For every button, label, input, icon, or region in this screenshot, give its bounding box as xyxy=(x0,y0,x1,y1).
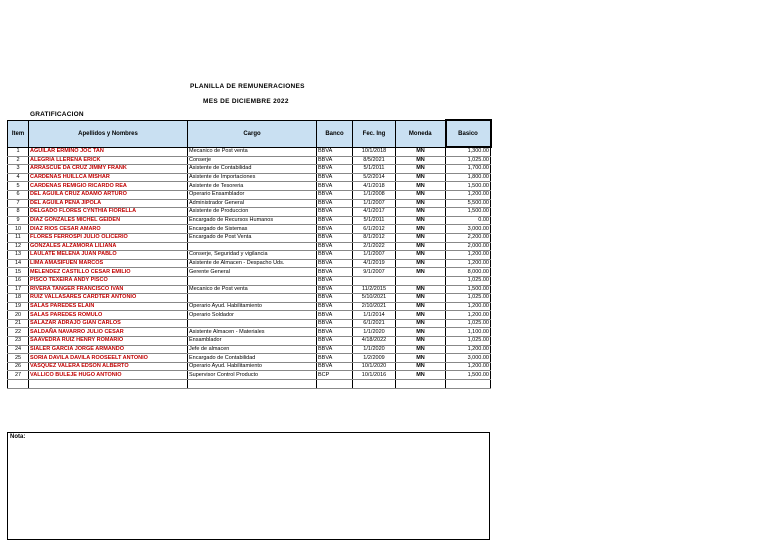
table-row xyxy=(8,225,491,234)
cell-cargo: Ensamblador xyxy=(188,337,317,346)
cell-moneda: MN xyxy=(396,285,446,294)
cell-moneda: MN xyxy=(396,328,446,337)
cell-basico: 1,200.00 xyxy=(446,251,491,260)
cell-item: 17 xyxy=(8,285,29,294)
table-body xyxy=(8,147,491,388)
cell-basico: 1,025.00 xyxy=(446,319,491,328)
cell-moneda: MN xyxy=(396,216,446,225)
cell-basico: 1,200.00 xyxy=(446,345,491,354)
cell-basico: 1,100.00 xyxy=(446,328,491,337)
cell-banco: BBVA xyxy=(317,251,353,260)
cell-banco: BBVA xyxy=(317,294,353,303)
cell-item: 25 xyxy=(8,354,29,363)
cell-moneda: MN xyxy=(396,319,446,328)
empty-cell xyxy=(353,380,396,389)
table-row xyxy=(8,147,491,156)
cell-cargo: Operario Ensamblador xyxy=(188,190,317,199)
cell-fecha: 4/18/2022 xyxy=(353,337,396,346)
cell-fecha: 4/1/2017 xyxy=(353,208,396,217)
cell-cargo: Operario Ayud. Habilitamiento xyxy=(188,362,317,371)
cell-item: 18 xyxy=(8,294,29,303)
cell-cargo: Asistente de Tesoreria xyxy=(188,182,317,191)
cell-fecha: 10/1/2016 xyxy=(353,371,396,380)
cell-name: CARDENAS HUILLCA MISHAR xyxy=(29,173,188,182)
cell-moneda xyxy=(396,276,446,285)
cell-cargo: Administrador General xyxy=(188,199,317,208)
cell-moneda: MN xyxy=(396,147,446,156)
cell-banco: BBVA xyxy=(317,182,353,191)
table-row xyxy=(8,233,491,242)
cell-item: 6 xyxy=(8,190,29,199)
page-title: PLANILLA DE REMUNERACIONES xyxy=(190,83,305,90)
cell-item: 22 xyxy=(8,328,29,337)
table-row xyxy=(8,268,491,277)
cell-basico: 1,700.00 xyxy=(446,165,491,174)
cell-item: 5 xyxy=(8,182,29,191)
cell-fecha: 6/1/2021 xyxy=(353,319,396,328)
empty-cell xyxy=(188,380,317,389)
table-row xyxy=(8,190,491,199)
col-header-name: Apellidos y Nombres xyxy=(29,120,188,147)
cell-cargo xyxy=(188,319,317,328)
cell-name: DELGADO FLORES CYNTHIA FIORELLA xyxy=(29,208,188,217)
cell-item: 13 xyxy=(8,251,29,260)
col-header-item: Item xyxy=(8,120,29,147)
cell-name: LAULATE MELENA JUAN PABLO xyxy=(29,251,188,260)
cell-name: SALDAÑA NAVARRO JULIO CESAR xyxy=(29,328,188,337)
empty-cell xyxy=(396,380,446,389)
cell-fecha: 8/5/2021 xyxy=(353,156,396,165)
cell-moneda: MN xyxy=(396,199,446,208)
cell-name: DIAZ RIOS CESAR AMARO xyxy=(29,225,188,234)
cell-basico: 5,500.00 xyxy=(446,199,491,208)
cell-fecha: 1/2/2009 xyxy=(353,354,396,363)
cell-cargo: Mecanico de Post venta xyxy=(188,147,317,156)
cell-name: LIMA AMASIFUEN MARCOS xyxy=(29,259,188,268)
cell-item: 1 xyxy=(8,147,29,156)
cell-banco: BBVA xyxy=(317,208,353,217)
cell-cargo xyxy=(188,276,317,285)
table-row xyxy=(8,294,491,303)
cell-name: PISCO TEXEIRA ANDY PISCO xyxy=(29,276,188,285)
cell-fecha: 5/1/2011 xyxy=(353,216,396,225)
col-header-fecha: Fec. Ing xyxy=(353,120,396,147)
cell-basico: 1,200.00 xyxy=(446,259,491,268)
cell-moneda: MN xyxy=(396,337,446,346)
cell-item: 24 xyxy=(8,345,29,354)
cell-basico: 1,500.00 xyxy=(446,371,491,380)
cell-name: SALAZAR ADRAJO GIAN CARLOS xyxy=(29,319,188,328)
cell-fecha: 1/1/2020 xyxy=(353,328,396,337)
cell-fecha: 5/1/2011 xyxy=(353,165,396,174)
cell-cargo: Encargado de Contabilidad xyxy=(188,354,317,363)
cell-basico: 1,200.00 xyxy=(446,311,491,320)
cell-item: 7 xyxy=(8,199,29,208)
cell-moneda: MN xyxy=(396,371,446,380)
cell-fecha: 5/10/2021 xyxy=(353,294,396,303)
notes-label: Nota: xyxy=(10,434,26,440)
table-row xyxy=(8,182,491,191)
cell-basico: 3,000.00 xyxy=(446,225,491,234)
table-row xyxy=(8,259,491,268)
cell-banco: BBVA xyxy=(317,276,353,285)
table-row xyxy=(8,199,491,208)
table-row xyxy=(8,362,491,371)
table-row xyxy=(8,165,491,174)
cell-moneda: MN xyxy=(396,156,446,165)
cell-name: ARRASCUE DA CRUZ JIMMY FRANK xyxy=(29,165,188,174)
payroll-table xyxy=(7,119,492,389)
cell-item: 27 xyxy=(8,371,29,380)
table-row xyxy=(8,337,491,346)
cell-banco: BBVA xyxy=(317,328,353,337)
empty-cell xyxy=(446,380,491,389)
cell-name: SORIA DAVILA DAVILA ROOSEELT ANTONIO xyxy=(29,354,188,363)
cell-cargo: Asistente de Importaciones xyxy=(188,173,317,182)
cell-moneda: MN xyxy=(396,259,446,268)
cell-moneda: MN xyxy=(396,208,446,217)
empty-cell xyxy=(317,380,353,389)
cell-banco: BBVA xyxy=(317,242,353,251)
cell-moneda: MN xyxy=(396,311,446,320)
cell-banco: BCP xyxy=(317,371,353,380)
cell-name: ALEGRIA LLERENA ERICK xyxy=(29,156,188,165)
cell-basico: 1,025.00 xyxy=(446,294,491,303)
cell-banco: BBVA xyxy=(317,199,353,208)
cell-moneda: MN xyxy=(396,173,446,182)
cell-item: 15 xyxy=(8,268,29,277)
cell-item: 19 xyxy=(8,302,29,311)
cell-moneda: MN xyxy=(396,345,446,354)
notes-box xyxy=(7,432,490,540)
cell-banco: BBVA xyxy=(317,173,353,182)
cell-moneda: MN xyxy=(396,362,446,371)
cell-fecha: 2/1/2022 xyxy=(353,242,396,251)
cell-name: SIALER GARCIA JORGE ARMANDO xyxy=(29,345,188,354)
cell-basico: 8,000.00 xyxy=(446,268,491,277)
cell-banco: BBVA xyxy=(317,362,353,371)
cell-name: VALLICO BULEJE HUGO ANTONIO xyxy=(29,371,188,380)
cell-name: SALAS PAREDES ROMULO xyxy=(29,311,188,320)
cell-name: AGUILAR ERMINO JOC TAN xyxy=(29,147,188,156)
cell-banco: BBVA xyxy=(317,354,353,363)
cell-name: MELENDEZ CASTILLO CESAR EMILIO xyxy=(29,268,188,277)
cell-moneda: MN xyxy=(396,190,446,199)
cell-basico: 2,000.00 xyxy=(446,242,491,251)
cell-moneda: MN xyxy=(396,302,446,311)
cell-moneda: MN xyxy=(396,354,446,363)
cell-fecha: 4/1/2019 xyxy=(353,259,396,268)
table-row xyxy=(8,328,491,337)
cell-basico: 0.00 xyxy=(446,216,491,225)
cell-name: DIAZ GONZALES MICHEL GEIDEN xyxy=(29,216,188,225)
cell-banco: BBVA xyxy=(317,259,353,268)
cell-name: FLORES FERROSPI JULIO OLICERIO xyxy=(29,233,188,242)
cell-fecha: 4/1/2018 xyxy=(353,182,396,191)
cell-item: 12 xyxy=(8,242,29,251)
cell-item: 3 xyxy=(8,165,29,174)
col-header-banco: Banco xyxy=(317,120,353,147)
table-row xyxy=(8,242,491,251)
cell-basico: 1,025.00 xyxy=(446,276,491,285)
cell-banco: BBVA xyxy=(317,147,353,156)
cell-item: 2 xyxy=(8,156,29,165)
cell-fecha: 10/1/2020 xyxy=(353,362,396,371)
cell-basico: 1,200.00 xyxy=(446,362,491,371)
cell-cargo: Asistente de Produccion xyxy=(188,208,317,217)
cell-cargo: Encargado de Recursos Humanos xyxy=(188,216,317,225)
cell-fecha: 1/1/2008 xyxy=(353,190,396,199)
cell-item: 9 xyxy=(8,216,29,225)
cell-fecha: 10/1/2018 xyxy=(353,147,396,156)
table-row xyxy=(8,173,491,182)
col-header-cargo: Cargo xyxy=(188,120,317,147)
cell-banco: BBVA xyxy=(317,216,353,225)
cell-basico: 1,025.00 xyxy=(446,337,491,346)
cell-basico: 1,200.00 xyxy=(446,302,491,311)
cell-item: 11 xyxy=(8,233,29,242)
cell-moneda: MN xyxy=(396,182,446,191)
cell-item: 23 xyxy=(8,337,29,346)
cell-cargo: Gerente General xyxy=(188,268,317,277)
cell-item: 14 xyxy=(8,259,29,268)
table-row xyxy=(8,156,491,165)
cell-banco: BBVA xyxy=(317,165,353,174)
cell-name: SAAVEDRA RUIZ HENRY ROMARIO xyxy=(29,337,188,346)
cell-basico: 2,200.00 xyxy=(446,233,491,242)
cell-fecha: 1/1/2007 xyxy=(353,199,396,208)
cell-cargo: Asistente de Almacen - Despacho Uds. xyxy=(188,259,317,268)
cell-moneda: MN xyxy=(396,242,446,251)
cell-fecha: 8/1/2012 xyxy=(353,233,396,242)
cell-banco: BBVA xyxy=(317,233,353,242)
cell-moneda: MN xyxy=(396,225,446,234)
cell-cargo: Mecanico de Post venta xyxy=(188,285,317,294)
cell-name: RIVERA TANGER FRANCISCO IVAN xyxy=(29,285,188,294)
cell-cargo: Encargado de Post Venta xyxy=(188,233,317,242)
cell-moneda: MN xyxy=(396,165,446,174)
section-label: GRATIFICACION xyxy=(30,111,84,118)
cell-banco: BBVA xyxy=(317,319,353,328)
cell-banco: BBVA xyxy=(317,302,353,311)
cell-item: 8 xyxy=(8,208,29,217)
cell-item: 20 xyxy=(8,311,29,320)
cell-cargo: Conserje xyxy=(188,156,317,165)
cell-cargo: Asistente de Contabilidad xyxy=(188,165,317,174)
cell-banco: BBVA xyxy=(317,285,353,294)
table-row xyxy=(8,302,491,311)
table-row xyxy=(8,251,491,260)
cell-basico: 1,025.00 xyxy=(446,156,491,165)
cell-fecha: 11/2/2015 xyxy=(353,285,396,294)
cell-item: 21 xyxy=(8,319,29,328)
cell-banco: BBVA xyxy=(317,190,353,199)
cell-name: SALAS PAREDES ELAIN xyxy=(29,302,188,311)
cell-fecha: 5/2/2014 xyxy=(353,173,396,182)
cell-cargo: Jefe de almacen xyxy=(188,345,317,354)
cell-banco: BBVA xyxy=(317,311,353,320)
table-row xyxy=(8,276,491,285)
cell-item: 26 xyxy=(8,362,29,371)
cell-item: 16 xyxy=(8,276,29,285)
table-header-row xyxy=(8,120,491,147)
table-row xyxy=(8,216,491,225)
cell-moneda: MN xyxy=(396,233,446,242)
cell-cargo: Asistente Almacen - Materiales xyxy=(188,328,317,337)
cell-name: DEL AGUILA PEÑA JIPOLA xyxy=(29,199,188,208)
cell-cargo xyxy=(188,242,317,251)
cell-banco: BBVA xyxy=(317,225,353,234)
cell-cargo: Supervisor Control Producto xyxy=(188,371,317,380)
cell-cargo: Operario Soldador xyxy=(188,311,317,320)
table-row-empty xyxy=(8,380,491,389)
cell-moneda: MN xyxy=(396,268,446,277)
cell-basico: 1,200.00 xyxy=(446,190,491,199)
table-row xyxy=(8,311,491,320)
cell-moneda: MN xyxy=(396,251,446,260)
table-row xyxy=(8,319,491,328)
cell-cargo: Operario Ayud. Habilitamiento xyxy=(188,302,317,311)
col-header-moneda: Moneda xyxy=(396,120,446,147)
cell-name: GONZALES ALZAMORA LILIANA xyxy=(29,242,188,251)
cell-item: 4 xyxy=(8,173,29,182)
cell-fecha: 1/1/2014 xyxy=(353,311,396,320)
table-row xyxy=(8,285,491,294)
cell-banco: BBVA xyxy=(317,345,353,354)
cell-basico: 1,300.00 xyxy=(446,147,491,156)
cell-fecha: 1/1/2007 xyxy=(353,251,396,260)
cell-fecha: 1/1/2020 xyxy=(353,345,396,354)
cell-name: RUIZ VALLASARES CARDTER ANTONIO xyxy=(29,294,188,303)
cell-fecha: 9/1/2007 xyxy=(353,268,396,277)
table-row xyxy=(8,354,491,363)
cell-basico: 1,500.00 xyxy=(446,285,491,294)
cell-banco: BBVA xyxy=(317,156,353,165)
empty-cell xyxy=(8,380,29,389)
cell-name: VASQUEZ VALERA EDSON ALBERTO xyxy=(29,362,188,371)
cell-name: DEL AGUILA CRUZ ADAMO ARTURO xyxy=(29,190,188,199)
cell-banco: BBVA xyxy=(317,337,353,346)
col-header-basico: Basico xyxy=(446,120,491,147)
table-row xyxy=(8,345,491,354)
table-row xyxy=(8,371,491,380)
cell-name: CARDENAS REMIGIO RICARDO REA xyxy=(29,182,188,191)
page-subtitle: MES DE DICIEMBRE 2022 xyxy=(203,98,289,105)
cell-fecha xyxy=(353,276,396,285)
table-row xyxy=(8,208,491,217)
cell-basico: 1,500.00 xyxy=(446,208,491,217)
empty-cell xyxy=(29,380,188,389)
cell-basico: 1,500.00 xyxy=(446,182,491,191)
cell-basico: 3,000.00 xyxy=(446,354,491,363)
cell-moneda: MN xyxy=(396,294,446,303)
cell-fecha: 2/10/2021 xyxy=(353,302,396,311)
cell-fecha: 6/1/2012 xyxy=(353,225,396,234)
cell-cargo xyxy=(188,294,317,303)
cell-item: 10 xyxy=(8,225,29,234)
cell-cargo: Encargado de Sistemas xyxy=(188,225,317,234)
cell-cargo: Conserje, Seguridad y vigilancia xyxy=(188,251,317,260)
cell-banco: BBVA xyxy=(317,268,353,277)
cell-basico: 1,800.00 xyxy=(446,173,491,182)
